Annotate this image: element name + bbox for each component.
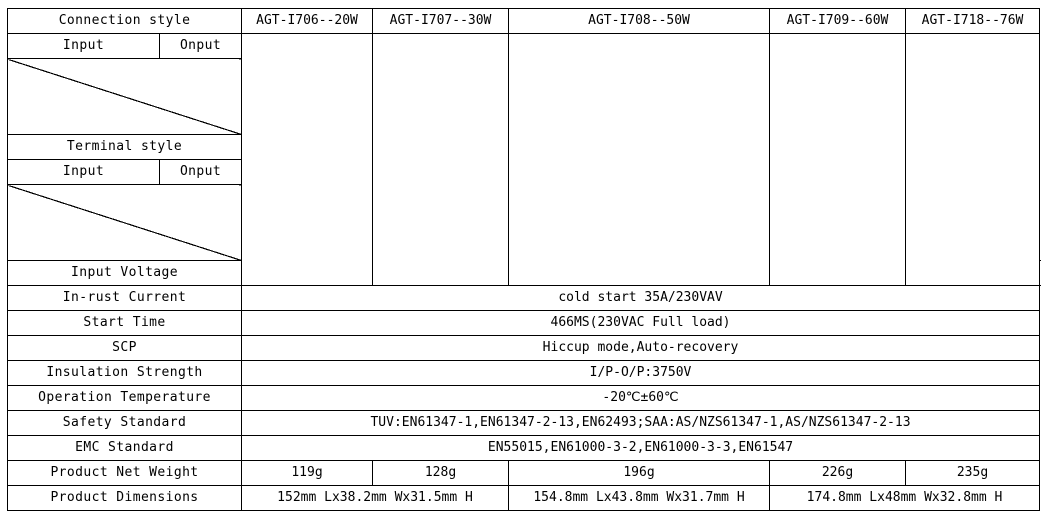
header-row [8, 9, 1040, 34]
connection-input-label: Input [8, 34, 160, 59]
model-image-cell-2 [373, 34, 509, 286]
spec-value: TUV:EN61347-1,EN61347-2-13,EN62493;SAA:AS/NZS61347-1,AS/NZS61347-2-13 [242, 411, 1040, 436]
spec-label: Operation Temperature [8, 386, 242, 411]
spec-label: Safety Standard [8, 411, 242, 436]
spec-label: Input Voltage [8, 261, 242, 286]
weight-value-5: 235g [906, 461, 1040, 486]
model-image-cell-3 [509, 34, 770, 286]
weight-label: Product Net Weight [8, 461, 242, 486]
terminal-style-label: Terminal style [8, 135, 242, 160]
spec-label: SCP [8, 336, 242, 361]
dimensions-row [8, 486, 1040, 511]
model-header-1: AGT-I706--20W [242, 9, 373, 34]
connection-io-row [8, 34, 1040, 59]
spec-table [7, 8, 1040, 511]
spec-value: I/P-O/P:3750V [242, 361, 1040, 386]
weight-value-1: 119g [242, 461, 373, 486]
weight-row [8, 461, 1040, 486]
spec-label: EMC Standard [8, 436, 242, 461]
spec-row [8, 311, 1040, 336]
spec-value: 466MS(230VAC Full load) [242, 311, 1040, 336]
spec-label: In-rust Current [8, 286, 242, 311]
terminal-input-label: Input [8, 160, 160, 185]
terminal-output-label: Onput [160, 160, 242, 185]
spec-row [8, 336, 1040, 361]
connection-output-label: Onput [160, 34, 242, 59]
weight-value-2: 128g [373, 461, 509, 486]
spec-row [8, 286, 1040, 311]
spec-label: Start Time [8, 311, 242, 336]
dimensions-value-3: 174.8mm Lx48mm Wx32.8mm H [770, 486, 1040, 511]
spec-value: -20℃±60℃ [242, 386, 1040, 411]
spec-label: Insulation Strength [8, 361, 242, 386]
model-header-2: AGT-I707--30W [373, 9, 509, 34]
spec-row [8, 411, 1040, 436]
spec-value: Hiccup mode,Auto-recovery [242, 336, 1040, 361]
model-header-4: AGT-I709--60W [770, 9, 906, 34]
spec-row [8, 436, 1040, 461]
spec-row [8, 361, 1040, 386]
dimensions-label: Product Dimensions [8, 486, 242, 511]
weight-value-4: 226g [770, 461, 906, 486]
spec-value: EN55015,EN61000-3-2,EN61000-3-3,EN61547 [242, 436, 1040, 461]
connection-diagonal-cell [8, 59, 242, 135]
spec-row [8, 386, 1040, 411]
terminal-diagonal-cell [8, 185, 242, 261]
model-image-cell-4 [770, 34, 906, 286]
model-header-5: AGT-I718--76W [906, 9, 1040, 34]
dimensions-value-1: 152mm Lx38.2mm Wx31.5mm H [242, 486, 509, 511]
model-header-3: AGT-I708--50W [509, 9, 770, 34]
model-image-cell-5 [906, 34, 1040, 286]
connection-style-header: Connection style [8, 9, 242, 34]
model-image-cell-1 [242, 34, 373, 286]
dimensions-value-2: 154.8mm Lx43.8mm Wx31.7mm H [509, 486, 770, 511]
spec-value: cold start 35A/230VAV [242, 286, 1040, 311]
weight-value-3: 196g [509, 461, 770, 486]
